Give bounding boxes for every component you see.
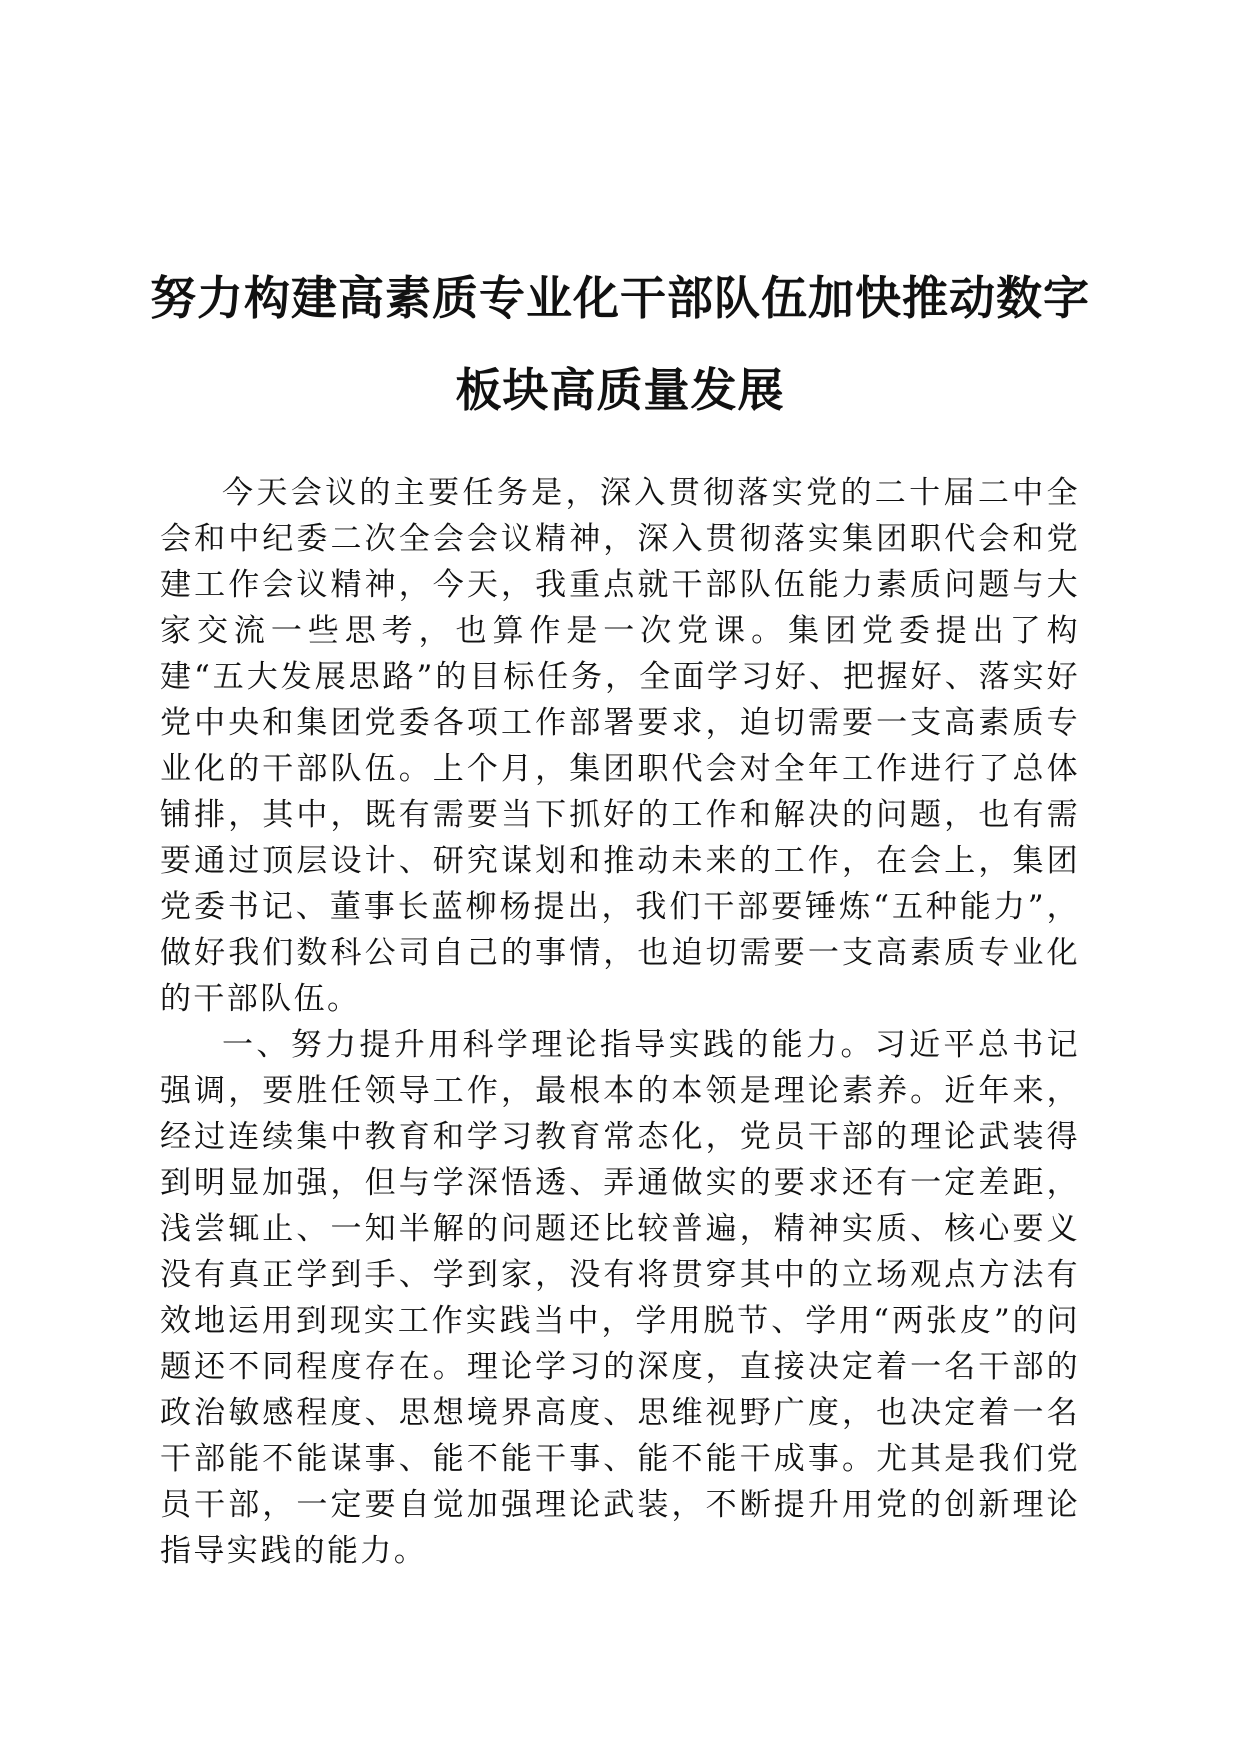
paragraph-intro: 今天会议的主要任务是，深入贯彻落实党的二十届二中全会和中纪委二次全会会议精神，深入贯彻落实集团职代会和党建工作会议精神，今天，我重点就干部队伍能力素质问题与大家交流一些思考，也算作是一次党课。集团党委提出了构建“五大发展思路”的目标任务，全面学习好、把握好、落实好党中央和集团党委各项工作部署要求，迫切需要一支高素质专业化的干部队伍。上个月，集团职代会对全年工作进行了总体铺排，其中，既有需要当下抓好的工作和解决的问题，也有需要通过顶层设计、研究谋划和推动未来的工作，在会上，集团党委书记、董事长蓝柳杨提出，我们干部要锤炼“五种能力”，做好我们数科公司自己的事情，也迫切需要一支高素质专业化的干部队伍。 [160, 475, 1080, 1017]
title-line-2: 板块高质量发展 [455, 363, 785, 417]
document-body [160, 470, 1080, 1574]
paragraph-section-1: 一、努力提升用科学理论指导实践的能力。习近平总书记强调，要胜任领导工作，最根本的本领是理论素养。近年来，经过连续集中教育和学习教育常态化，党员干部的理论武装得到明显加强，但与学深悟透、弄通做实的要求还有一定差距，浅尝辄止、一知半解的问题还比较普遍，精神实质、核心要义没有真正学到手、学到家，没有将贯穿其中的立场观点方法有效地运用到现实工作实践当中，学用脱节、学用“两张皮”的问题还不同程度存在。理论学习的深度，直接决定着一名干部的政治敏感程度、思想境界高度、思维视野广度，也决定着一名干部能不能谋事、能不能干事、能不能干成事。尤其是我们党员干部，一定要自觉加强理论武装，不断提升用党的创新理论指导实践的能力。 [160, 1027, 1080, 1569]
document-title [140, 252, 1100, 436]
title-line-1: 努力构建高素质专业化干部队伍加快推动数字 [150, 271, 1090, 325]
